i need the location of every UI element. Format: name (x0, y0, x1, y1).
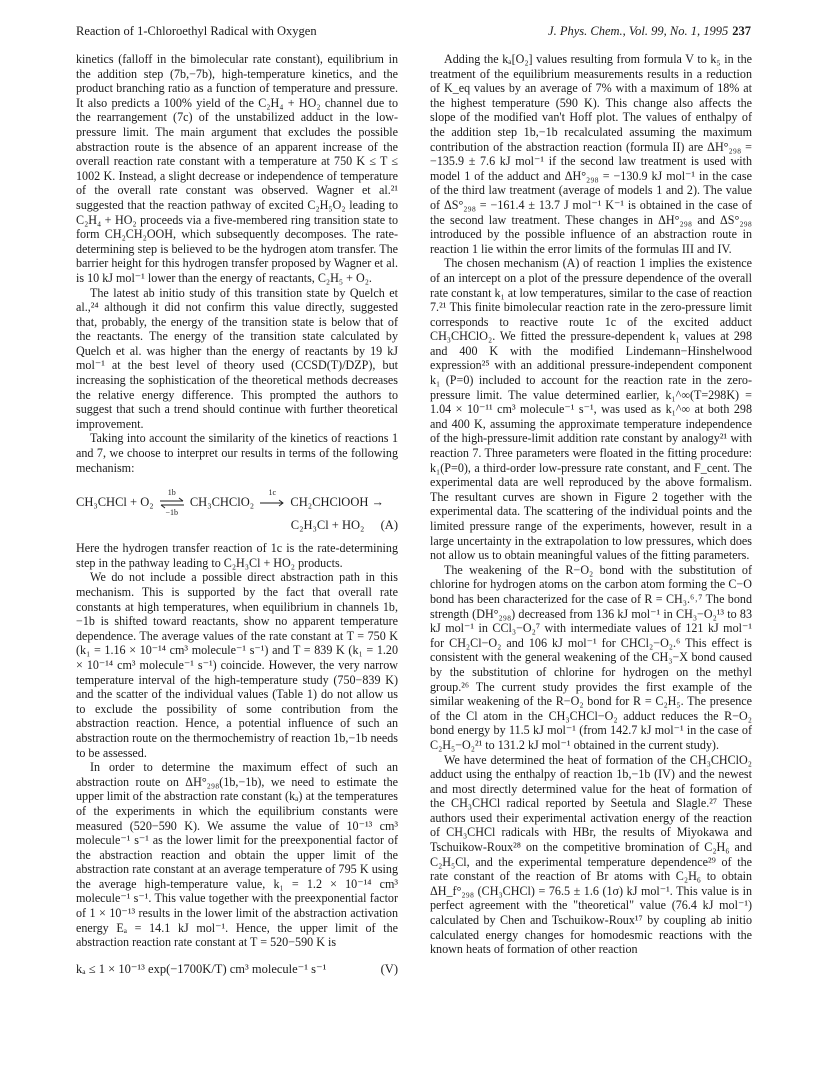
page-number: 237 (732, 24, 751, 38)
paragraph: We have determined the heat of formation of the CH₃CHClO₂ adduct using the enthalpy of reaction 1b,−1b (IV) and the newest and most directly determined value for the heat of formation of the CH₃CHCl radical reported by Seetula and Slagle.²⁷ These authors used their experimental activation energy of the reaction of CH₃CHCl radicals with HBr, the results of Miyokawa and Tschuikow-Roux²⁸ on the competitive bromination of C₂H₆ and C₂H₅Cl, and the experimental temperature dependence²⁹ of the rate constant of the reaction of Br atoms with C₂H₆ to obtain ΔH_f°₂₉₈ (CH₃CHCl) = 76.5 ± 1.6 (1σ) kJ mol⁻¹. This value is in perfect agreement with the "theoretical" value (76.4 kJ mol⁻¹) calculated by Chen and Tschuikow-Roux¹⁷ by coupling ab initio calculated energy changes for homodesmic reactions with the known heats of formation of other reaction (430, 752, 752, 957)
equation-number: (V) (380, 961, 398, 976)
scheme-adduct: CH₃CHClO₂ (189, 495, 255, 510)
running-header (76, 24, 751, 42)
scheme-intermediate: CH₂CHClOOH → (290, 495, 384, 510)
forward-arrow (259, 488, 285, 509)
arrow-label-forward: 1c (268, 488, 277, 498)
paragraph: Adding the kₐ[O₂] values resulting from formula V to k₅ in the treatment of the equilibrium measurements results in a reduction of K_eq values by an average of 7% with a maximum of 18% at the highest temperature (590 K). This change also affects the slope of the modified van't Hoff plot. The values of enthalpy of the addition step 1b,−1b recalculated assuming the maximum contribution of the abstraction reaction (formula II) are ΔH°₂₉₈ = −135.9 ± 7.6 kJ mol⁻¹ if the second law treatment is used with model 1 of the adduct and ΔH°₂₉₈ = −130.9 kJ mol⁻¹ in the case of the third law treatment (average of models 1 and 2). The value of ΔS°₂₉₈ = −161.4 ± 13.7 J mol⁻¹ K⁻¹ is obtained in the case of the second law treatment. These changes in ΔH°₂₉₈ and ΔS°₂₉₈ introduced by the possible influence of an abstraction route in reaction 1 lie within the error limits of the formulas III and IV. (430, 52, 752, 256)
mechanism-scheme (76, 485, 398, 533)
header-article-title: Reaction of 1-Chloroethyl Radical with Oxygen (76, 24, 317, 38)
paragraph: The latest ab initio study of this transition state by Quelch et al.,²⁴ although it did not confirm this value directly, suggested that, probably, the energy of the transition state is below that of the reactants. The energy of the transition state calculated by Quelch et al. was higher than the energy of reactants by 19 kJ mol⁻¹ at the best level of theory used (CCSD(T)/DZP), but increasing the sophistication of the theoretical methods decreases the relative energy difference. This prompted the authors to suggest that such a trend should continue with further theoretical improvement. (76, 285, 398, 431)
equation-v (76, 962, 398, 982)
scheme-line-2 (291, 518, 398, 533)
arrow-label-forward: 1b (167, 488, 176, 498)
journal-name: J. Phys. Chem., Vol. 99, No. 1, 1995 (548, 24, 729, 38)
header-journal-citation (548, 24, 751, 39)
paragraph: Here the hydrogen transfer reaction of 1c is the rate-determining step in the pathway leading to C₂H₃Cl + HO₂ products. (76, 541, 398, 570)
scheme-products: C₂H₃Cl + HO₂ (290, 518, 365, 533)
equilibrium-arrow (159, 488, 185, 518)
right-column (430, 52, 752, 957)
scheme-line-1 (76, 488, 384, 518)
paragraph: kinetics (falloff in the bimolecular rate constant), equilibrium in the addition step (7b,−7b), high-temperature kinetics, and the product branching ratio as a function of temperature and pressure. It also predicts a 100% yield of the C₂H₄ + HO₂ channel due to the rearrangement (7c) of the unstabilized adduct in the low-pressure limit. The main argument that excludes the possible abstraction route is the absence of an apparent increase of the overall reaction rate constant with a temperature at 750 K ≤ T ≤ 1002 K. Instead, a slight decrease or independence of temperature of the overall rate constant was observed. Wagner et al.²¹ suggested that the reaction pathway of excited C₂H₅O₂ leading to C₂H₄ + HO₂ proceeds via a five-membered ring transition state to form CH₂CH₂OOH, which subsequently decomposes. The rate-determining step is believed to be the hydrogen atom transfer. The barrier height for this hydrogen transfer proposed by Wagner et al. is 10 kJ mol⁻¹ lower than the energy of reactants, C₂H₅ + O₂. (76, 52, 398, 285)
scheme-label: (A) (380, 518, 398, 533)
paragraph: Taking into account the similarity of the kinetics of reactions 1 and 7, we choose to interpret our results in terms of the following mechanism: (76, 431, 398, 475)
equation-body: kₐ ≤ 1 × 10⁻¹³ exp(−1700K/T) cm³ molecule⁻¹ s⁻¹ (76, 961, 327, 976)
paragraph: We do not include a possible direct abstraction path in this mechanism. This is supported by the fact that overall rate constants at high temperatures, when equilibrium in channels 1b,−1b is shifted toward reactants, show no apparent temperature dependence. The average values of the rate constant at T = 750 K (k₁ = 1.16 × 10⁻¹⁴ cm³ molecule⁻¹ s⁻¹) and T = 839 K (k₁ = 1.20 × 10⁻¹⁴ cm³ molecule⁻¹ s⁻¹) coincide. However, the very narrow temperature interval of the high-temperature study (750−839 K) and the scatter of the individual values (Table 1) do not allow us to exclude the possibility of some contribution from the abstraction reaction. Hence, a potential influence of such an abstraction route on the thermochemistry of reaction 1b,−1b needs to be assessed. (76, 570, 398, 760)
arrow-label-reverse: −1b (165, 508, 178, 518)
paragraph: In order to determine the maximum effect of such an abstraction route on ΔH°₂₉₈(1b,−1b), we need to estimate the upper limit of the abstraction rate constant (kₐ) at the temperatures of the experiments in which the equilibrium constants were measured (520−590 K). We assume the value of 10⁻¹³ cm³ molecule⁻¹ s⁻¹ as the lower limit for the preexponential factor of the abstraction reaction and obtain the upper limit of the abstraction rate constant at an average temperature of 795 K using the average high-temperature value, k₁ = 1.2 × 10⁻¹⁴ cm³ molecule⁻¹ s⁻¹. This value together with the preexponential factor of 1 × 10⁻¹³ results in the lower limit of the abstraction activation energy Eₐ = 14.1 kJ mol⁻¹. Hence, the upper limit of the abstraction reaction rate constant at T = 520−590 K is (76, 760, 398, 950)
left-column (76, 52, 398, 982)
paragraph: The chosen mechanism (A) of reaction 1 implies the existence of an intercept on a plot of the pressure dependence of the overall rate constant k₁ at low temperatures, similar to the case of reaction 7.²¹ This finite bimolecular reaction rate in the zero-pressure limit corresponds to reactive route 1c of the excited adduct CH₃CHClO₂. We fitted the pressure-dependent k₁ values at 298 and 400 K with the modified Lindemann−Hinshelwood expression²⁵ with an additional pressure-independent component k₁ (P=0) included to account for the reaction rate in the zero-pressure limit. The value determined earlier, k₁^∞(T=298K) = 1.04 × 10⁻¹¹ cm³ molecule⁻¹ s⁻¹, was used as k₁^∞ at both 298 and 400 K, assuming the approximate temperature independence of the high-pressure-limit addition rate constant by analogy²¹ with reaction 7. Three parameters were floated in the fitting procedure: k₁(P=0), a third-order low-pressure rate constant, and F_cent. The experimental data are well reproduced by the above formalism. The resultant curves are shown in Figure 2 together with the experimental data. The scattering of the individual points and the limited pressure range of the experiments, however, result in a large uncertainty in the extrapolation to low pressures, which does not allow us to obtain meaningful values of the fitting parameters. (430, 256, 752, 563)
scheme-reactants: CH₃CHCl + O₂ (76, 495, 154, 510)
paragraph: The weakening of the R−O₂ bond with the substitution of chlorine for hydrogen atoms on the carbon atom forming the C−O bond has been characterized for the case of R = CH₃.⁶˒⁷ The bond strength (DH°₂₉₈) decreased from 136 kJ mol⁻¹ in CH₃−O₂¹³ to 83 kJ mol⁻¹ in CCl₃−O₂⁷ with intermediate values of 121 kJ mol⁻¹ for CH₂Cl−O₂ and 106 kJ mol⁻¹ for CHCl₂−O₂.⁶ This effect is consistent with the general weakening of the CH₃−X bond caused by the substitution of chlorine for hydrogen on the methyl group.²⁶ The current study provides the first example of the similar weakening of the R−O₂ bond for R = C₂H₅. The presence of the Cl atom in the CH₃CHCl−O₂ adduct reduces the R−O₂ bond energy by 11.5 kJ mol⁻¹ (from 142.7 kJ mol⁻¹ in the case of C₂H₅−O₂²¹ to 131.2 kJ mol⁻¹ obtained in the current study). (430, 562, 752, 752)
right-arrow-icon (259, 497, 285, 509)
